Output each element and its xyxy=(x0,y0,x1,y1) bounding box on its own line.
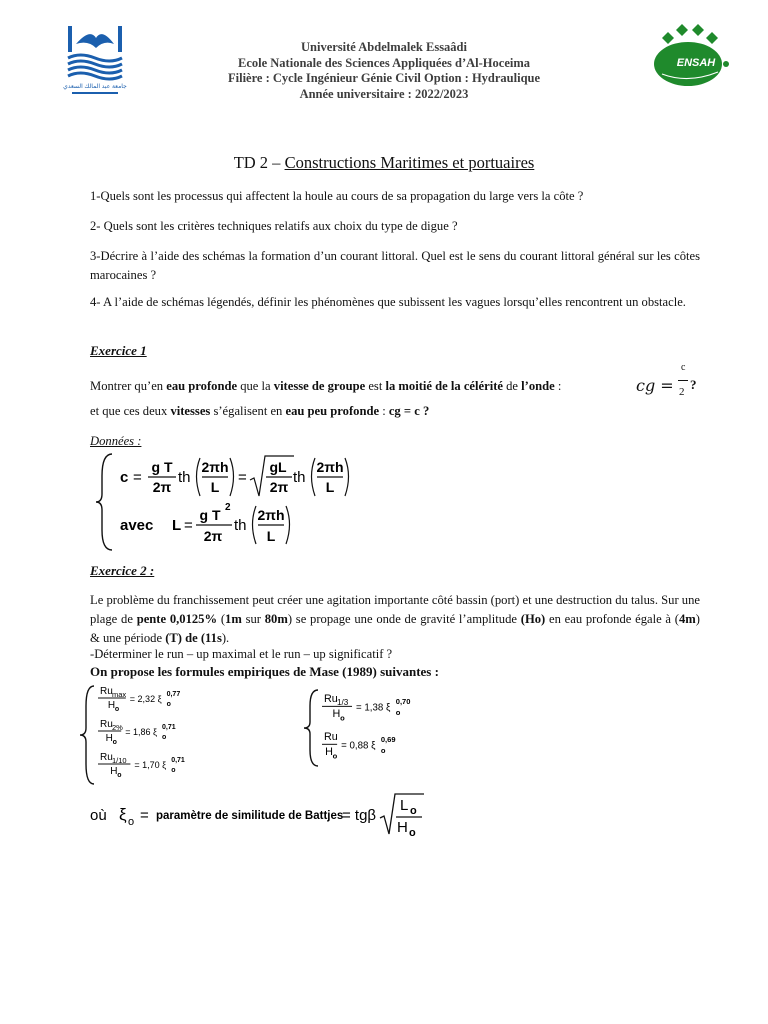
xi-subscript: o xyxy=(171,767,176,774)
school-name: Ecole Nationale des Sciences Appliquées d’Al-Hoceima xyxy=(238,55,530,70)
page-title xyxy=(0,153,768,173)
exponent: 0,71 xyxy=(162,724,176,731)
exponent: 0,70 xyxy=(395,697,411,707)
ru-numerator: Ru xyxy=(324,693,338,705)
question-2: 2- Quels sont les critères techniques relatifs aux choix du type de digue ? xyxy=(90,219,458,233)
f-L-1: L xyxy=(210,479,220,495)
celerity-formula xyxy=(96,450,366,554)
exercice-2-heading: Exercice 2 : xyxy=(90,563,155,578)
f-avec: avec xyxy=(120,517,154,534)
xi-def-eq: = xyxy=(140,807,149,824)
xi-subscript: o xyxy=(166,701,171,708)
exercice-2-statement: Le problème du franchissement peut créer une agitation importante côté bassin (port) et une destruction du talus. Sur une plage de pente 0,0125% (1m sur 80m) se propage une onde de gravité l’amplitude (Ho) en eau profonde égale à (4m) & une période (T) de (11s). xyxy=(90,593,700,645)
ru-numerator: Ru xyxy=(324,731,338,743)
cg-question-mark: ? xyxy=(690,377,697,392)
xi-symbol: ξ xyxy=(119,805,127,824)
question-4: 4- A l’aide de schémas légendés, définir les phénomènes que subissent les vagues lorsqu’elles rencontrent un obstacle. xyxy=(90,295,686,309)
ru-subscript: 1/10 xyxy=(112,756,127,765)
logo-left-caption: جامعة عبد المالك السعدي xyxy=(63,84,127,90)
donnees-label: Données : xyxy=(90,434,142,448)
ho-denominator: H xyxy=(332,708,341,721)
f-gL: gL xyxy=(269,459,287,475)
university-name: Université Abdelmalek Essaâdi xyxy=(301,40,467,54)
cg-formula: cg = xyxy=(636,376,674,395)
ho-denominator: H xyxy=(110,766,118,777)
f-2pih-3: 2πh xyxy=(257,507,285,523)
ho-subscript: o xyxy=(340,713,345,723)
xi-def-ou: où xyxy=(90,807,107,824)
formula-brace xyxy=(96,454,112,550)
exercice-2-question: -Déterminer le run – up maximal et le run – up significatif ? xyxy=(90,647,393,661)
f-Lvar: L xyxy=(172,517,182,534)
f-2pi-3: 2π xyxy=(203,528,223,544)
f-eq-3: = xyxy=(184,517,193,534)
f-gT: g T xyxy=(151,459,173,475)
f-2pih-1: 2πh xyxy=(201,459,229,475)
question-3: 3-Décrire à l’aide des schémas la formation d’un courant littoral. Quel est le sens du courant littoral général sur les côtes marocaines ? xyxy=(90,249,700,282)
coefficient: = 1,70 ξ xyxy=(134,760,167,770)
ensah-logo xyxy=(648,24,730,94)
f-2pi-1: 2π xyxy=(152,479,172,495)
document-header xyxy=(150,40,618,102)
ho-subscript: o xyxy=(114,706,120,713)
f-th-2: th xyxy=(293,469,306,486)
xi-def-num: L xyxy=(400,797,409,814)
ensah-logo-text: ENSAH xyxy=(676,57,716,69)
title-main: Constructions Maritimes et portuaires xyxy=(284,153,535,172)
academic-year: Année universitaire : 2022/2023 xyxy=(299,86,469,101)
xi-def-num-sub: o xyxy=(410,805,417,817)
xi-def-tg: = tgβ xyxy=(342,807,377,824)
coefficient: = 2,32 ξ xyxy=(129,694,162,704)
ho-denominator: H xyxy=(107,700,116,711)
f-2pih-2: 2πh xyxy=(316,459,344,475)
mase-formulas-left xyxy=(80,684,230,786)
ho-denominator: H xyxy=(325,746,333,759)
cg-frac-num: c xyxy=(681,362,686,373)
f-square: 2 xyxy=(225,502,231,513)
exercice-2-formulas-intro: On propose les formules empiriques de Mase (1989) suivantes : xyxy=(90,664,439,679)
coefficient: = 0,88 ξ xyxy=(341,740,376,752)
ru-numerator: Ru xyxy=(100,752,113,763)
exponent: 0,71 xyxy=(171,757,185,764)
f-c: c xyxy=(120,469,129,486)
f-th-1: th xyxy=(178,469,191,486)
coefficient: = 1,86 ξ xyxy=(125,727,158,737)
cg-frac-den: 2 xyxy=(679,386,685,398)
f-L-3: L xyxy=(266,528,276,544)
ru-subscript: 1/3 xyxy=(336,698,349,708)
title-prefix: TD 2 – xyxy=(233,153,285,172)
exponent: 0,69 xyxy=(380,735,396,745)
exercice-1-line-2: et que ces deux vitesses s’égalisent en eau peu profonde : cg = c ? xyxy=(90,404,430,418)
program-name: Filière : Cycle Ingénieur Génie Civil Option : Hydraulique xyxy=(227,71,541,85)
xi-subscript: o xyxy=(395,707,401,717)
university-logo xyxy=(62,22,128,98)
cg-frac-bar xyxy=(678,380,688,381)
exercice-1-heading: Exercice 1 xyxy=(90,343,147,358)
ru-subscript: 2% xyxy=(112,723,123,732)
xi-def-den: H xyxy=(397,819,408,836)
f-L-2: L xyxy=(325,479,335,495)
ru-subscript: max xyxy=(112,690,127,699)
exercice-1-line-1: Montrer qu’en eau profonde que la vitesse de groupe est la moitié de la célérité de l’onde : xyxy=(90,379,562,393)
xi-subscript: o xyxy=(380,745,386,755)
ho-subscript: o xyxy=(332,751,338,761)
mase-formulas-right xyxy=(304,688,444,770)
xi-def-text: paramètre de similitude de Battjes xyxy=(156,810,344,822)
f-2pi-2: 2π xyxy=(269,479,289,495)
f-eq-1: = xyxy=(133,469,142,486)
ho-subscript: o xyxy=(117,772,122,779)
ho-denominator: H xyxy=(105,733,113,744)
xi-subscript: o xyxy=(162,734,167,741)
f-eq-2: = xyxy=(238,469,247,486)
f-th-3: th xyxy=(234,517,247,534)
battjes-parameter-definition xyxy=(90,790,430,838)
xi-subscript: o xyxy=(128,816,135,828)
ho-subscript: o xyxy=(112,739,117,746)
coefficient: = 1,38 ξ xyxy=(356,702,391,714)
ru-numerator: Ru xyxy=(100,719,113,730)
exponent: 0,77 xyxy=(166,691,181,698)
f-gT2: g T xyxy=(199,507,221,523)
xi-def-den-sub: o xyxy=(409,827,416,838)
ru-numerator: Ru xyxy=(100,686,113,697)
question-1: 1-Quels sont les processus qui affectent la houle au cours de sa propagation du large vers la côte ? xyxy=(90,189,584,203)
